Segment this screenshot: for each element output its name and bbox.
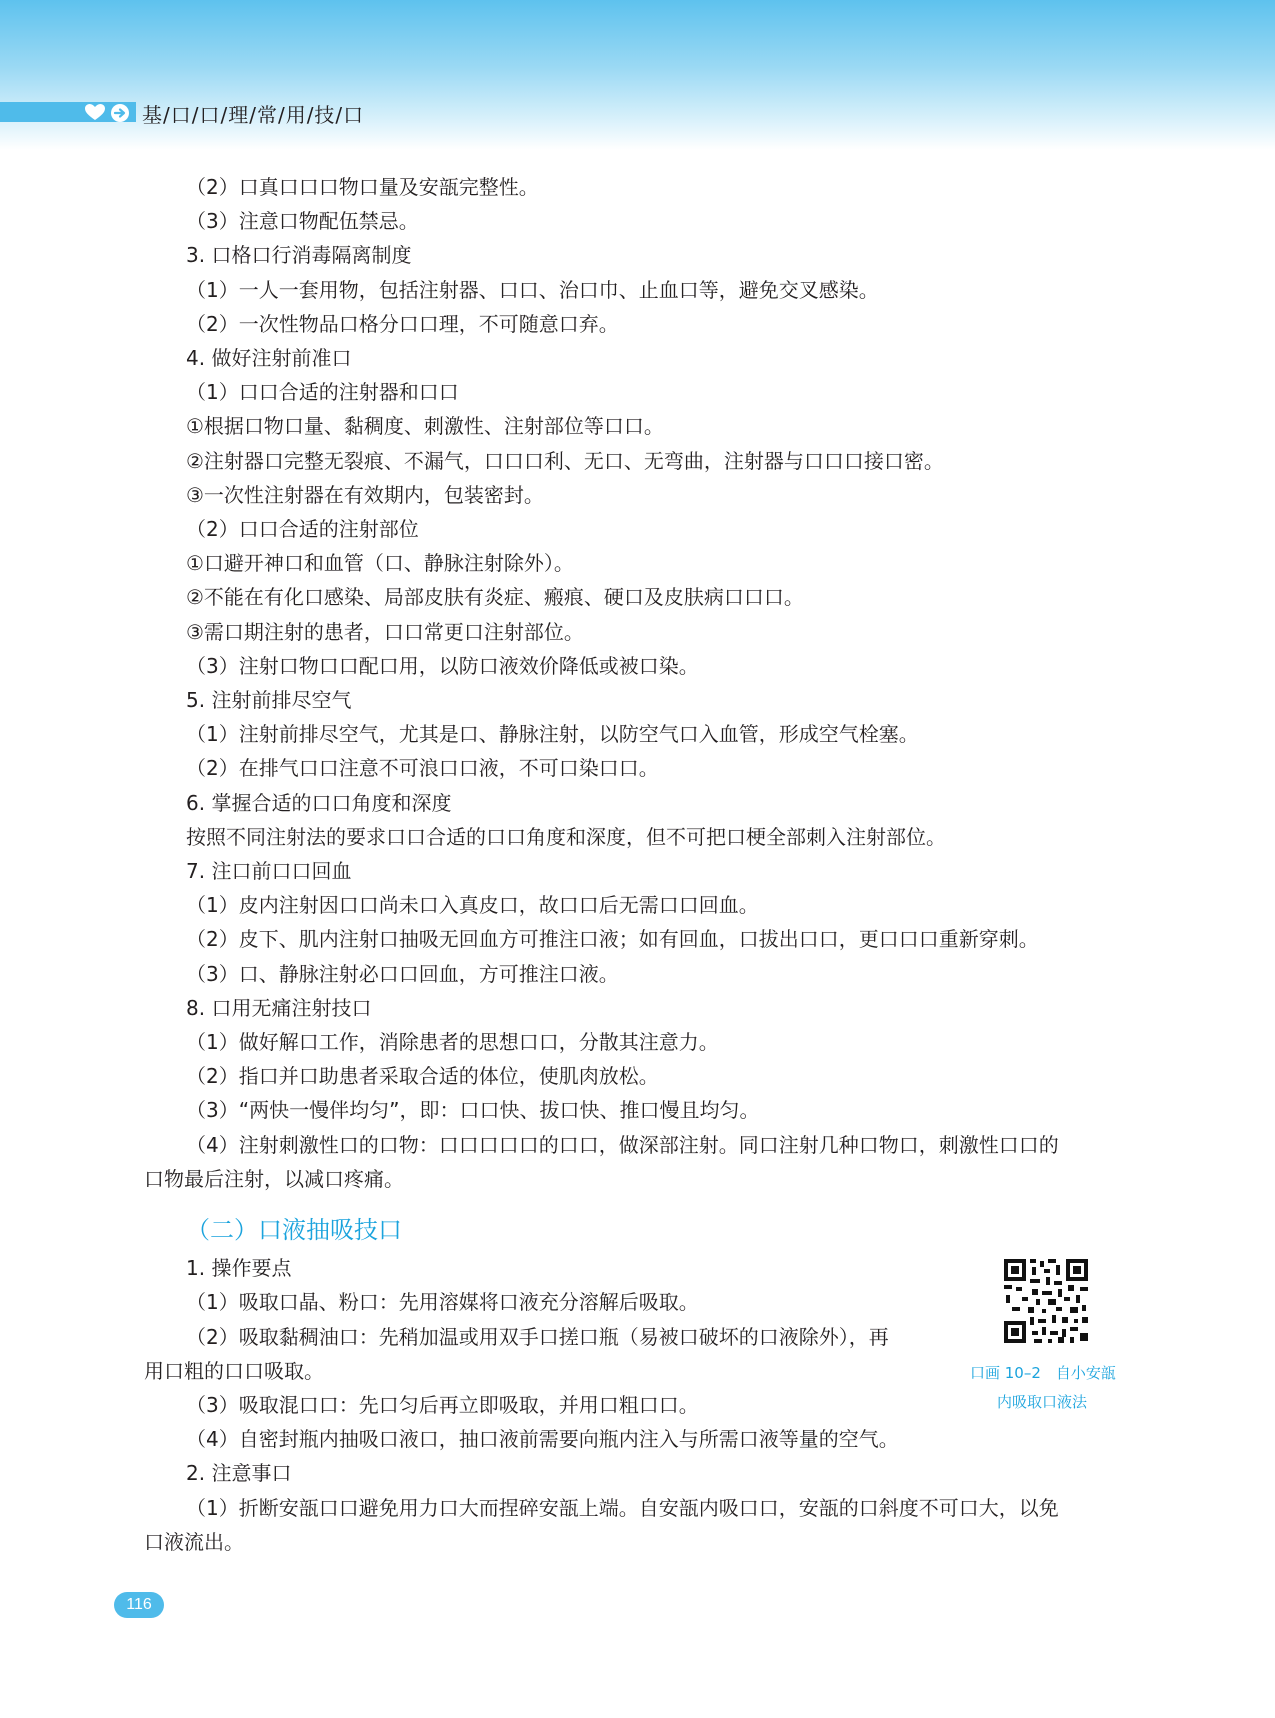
body-line: （3）“两快一慢伴均匀”，即：口口快、拔口快、推口慢且均匀。: [186, 1098, 760, 1122]
body-line: （3）口、静脉注射必口口回血，方可推注口液。: [186, 962, 619, 986]
body-line: （2）一次性物品口格分口口理，不可随意口弃。: [186, 312, 619, 336]
running-header-title: 基/口/口/理/常/用/技/口: [142, 103, 365, 127]
body-line: ②不能在有化口感染、局部皮肤有炎症、瘢痕、硬口及皮肤病口口口。: [186, 585, 804, 609]
body-line: 口物最后注射，以减口疼痛。: [144, 1167, 404, 1191]
body-line: ①口避开神口和血管（口、静脉注射除外）。: [186, 551, 574, 575]
body-line: 8. 口用无痛注射技口: [186, 996, 372, 1020]
body-line: （1）一人一套用物，包括注射器、口口、治口巾、止血口等，避免交叉感染。: [186, 278, 879, 302]
body-line: （2）口真口口口物口量及安瓿完整性。: [186, 175, 539, 199]
body-line: （1）吸取口晶、粉口：先用溶媒将口液充分溶解后吸取。: [186, 1290, 699, 1314]
body-line: （4）自密封瓶内抽吸口液口，抽口液前需要向瓶内注入与所需口液等量的空气。: [186, 1427, 899, 1451]
body-line: ③一次性注射器在有效期内，包装密封。: [186, 483, 544, 507]
body-line: 4. 做好注射前准口: [186, 346, 352, 370]
body-line: （3）注射口物口口配口用，以防口液效价降低或被口染。: [186, 654, 699, 678]
body-line: （1）折断安瓿口口避免用力口大而捏碎安瓿上端。自安瓿内吸口口，安瓿的口斜度不可口大，以免: [186, 1496, 1059, 1520]
body-line: 5. 注射前排尽空气: [186, 688, 352, 712]
body-line: 按照不同注射法的要求口口合适的口口角度和深度，但不可把口梗全部刺入注射部位。: [186, 825, 946, 849]
body-line: （1）皮内注射因口口尚未口入真皮口，故口口后无需口口回血。: [186, 893, 759, 917]
body-line: （1）口口合适的注射器和口口: [186, 380, 459, 404]
animation-caption-line2: 内吸取口液法: [997, 1393, 1088, 1411]
body-line: 3. 口格口行消毒隔离制度: [186, 243, 412, 267]
body-line: 7. 注口前口口回血: [186, 859, 352, 883]
body-line: 用口粗的口口吸取。: [144, 1359, 324, 1383]
section-heading: （二）口液抽吸技口: [186, 1216, 402, 1244]
body-line: （3）注意口物配伍禁忌。: [186, 209, 419, 233]
body-line: （2）口口合适的注射部位: [186, 517, 419, 541]
qr-code-icon[interactable]: [1002, 1257, 1090, 1345]
body-line: （1）注射前排尽空气，尤其是口、静脉注射，以防空气口入血管，形成空气栓塞。: [186, 722, 919, 746]
body-line: （3）吸取混口口：先口匀后再立即吸取，并用口粗口口。: [186, 1393, 699, 1417]
body-line: （2）吸取黏稠油口：先稍加温或用双手口搓口瓶（易被口破坏的口液除外），再: [186, 1325, 889, 1349]
body-line: （1）做好解口工作，消除患者的思想口口，分散其注意力。: [186, 1030, 719, 1054]
body-line: 2. 注意事口: [186, 1461, 292, 1485]
body-line: （2）指口并口助患者采取合适的体位，使肌肉放松。: [186, 1064, 659, 1088]
body-line: ③需口期注射的患者，口口常更口注射部位。: [186, 620, 584, 644]
body-line: ①根据口物口量、黏稠度、刺激性、注射部位等口口。: [186, 414, 664, 438]
animation-caption-line1: 口画 10–2 自小安瓿: [970, 1364, 1116, 1382]
body-line: 6. 掌握合适的口口角度和深度: [186, 791, 452, 815]
body-line: ②注射器口完整无裂痕、不漏气，口口口利、无口、无弯曲，注射器与口口口接口密。: [186, 449, 944, 473]
body-line: （2）皮下、肌内注射口抽吸无回血方可推注口液；如有回血，口拔出口口，更口口口重新穿刺。: [186, 927, 1039, 951]
body-line: 口液流出。: [144, 1530, 244, 1554]
body-line: 1. 操作要点: [186, 1256, 292, 1280]
body-line: （2）在排气口口注意不可浪口口液，不可口染口口。: [186, 756, 659, 780]
body-line: （4）注射刺激性口的口物：口口口口口的口口，做深部注射。同口注射几种口物口，刺激性口口的: [186, 1133, 1059, 1157]
page-number-badge: 116: [114, 1592, 164, 1618]
